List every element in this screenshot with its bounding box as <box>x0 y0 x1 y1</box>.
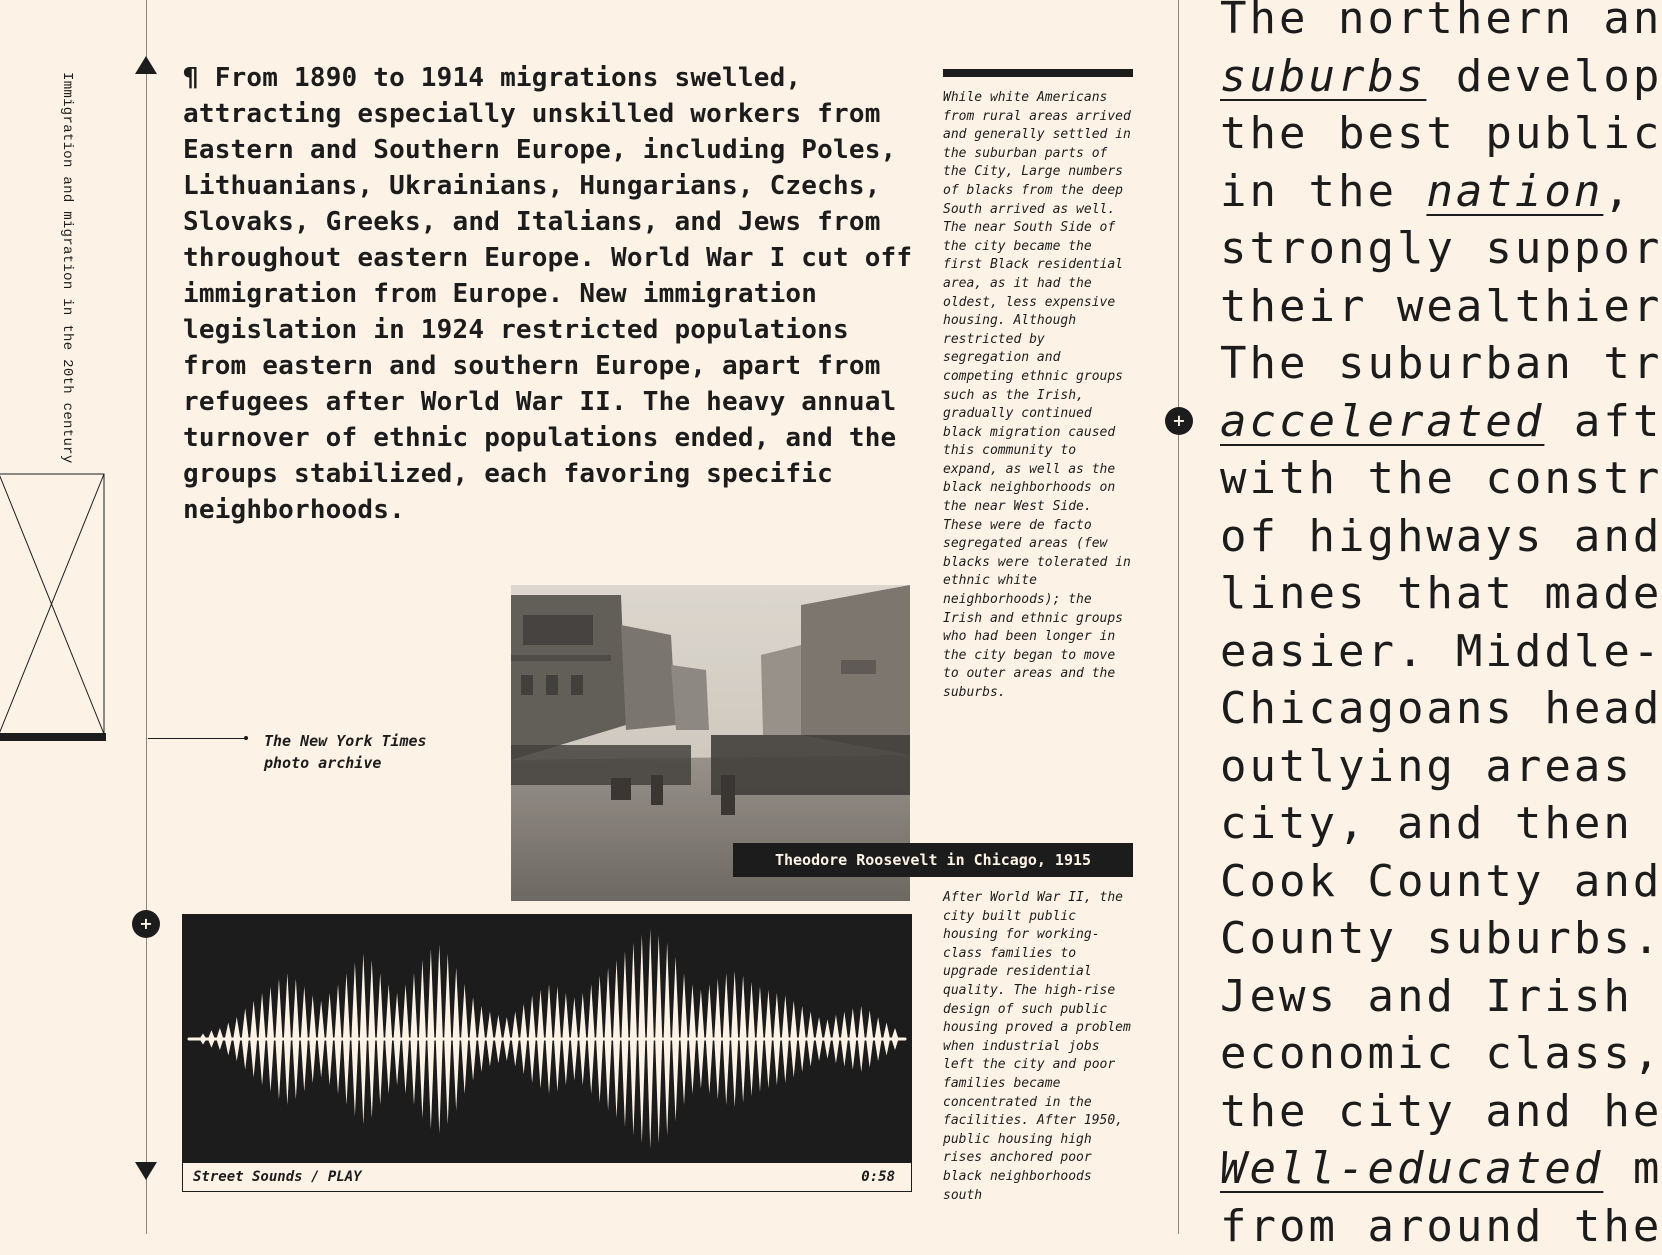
side-column-rule <box>943 69 1133 77</box>
waveform-bar <box>816 1017 823 1061</box>
line-text: easier. Middle- <box>1220 626 1662 677</box>
timeline-expand-icon[interactable]: + <box>132 910 160 938</box>
waveform-bar <box>436 944 443 1133</box>
large-text-line <box>1220 105 1662 163</box>
waveform-bar <box>740 975 747 1103</box>
waveform-bar <box>351 962 358 1116</box>
waveform-bar <box>250 1001 257 1078</box>
line-text: , <box>1603 166 1633 217</box>
line-text: The suburban tr <box>1220 338 1662 389</box>
waveform-bar <box>318 1001 325 1078</box>
line-text: m <box>1603 1143 1662 1194</box>
line-text: city, and then <box>1220 798 1633 849</box>
waveform-bar <box>301 986 308 1092</box>
waveform-bar <box>208 1030 215 1048</box>
waveform-bar <box>233 1017 240 1061</box>
waveform-bar <box>664 942 671 1136</box>
waveform-bar <box>866 1010 873 1067</box>
waveform-bar <box>275 979 282 1100</box>
waveform-bar <box>638 935 645 1144</box>
large-text-line <box>1220 508 1662 566</box>
large-text-line <box>1220 1025 1662 1083</box>
waveform-bar <box>394 993 401 1085</box>
waveform-bar <box>706 984 713 1094</box>
waveform-bar <box>529 995 536 1083</box>
photo-caption: Theodore Roosevelt in Chicago, 1915 <box>733 843 1133 877</box>
large-text-line <box>1220 623 1662 681</box>
large-text-line <box>1220 48 1662 106</box>
large-text-line <box>1220 968 1662 1026</box>
waveform-bar <box>385 984 392 1094</box>
play-label[interactable]: Street Sounds / PLAY <box>193 1164 362 1191</box>
waveform-bar <box>782 995 789 1083</box>
player-controls[interactable] <box>183 1164 911 1191</box>
scroll-up-icon[interactable] <box>135 56 157 74</box>
waveform-bar <box>554 986 561 1092</box>
waveform-bar <box>849 1008 856 1070</box>
large-text-line <box>1220 738 1662 796</box>
large-text-line <box>1220 220 1662 278</box>
waveform-bar <box>621 951 628 1127</box>
waveform-bar <box>495 1015 502 1063</box>
line-text: develop <box>1426 51 1662 102</box>
glossary-link[interactable]: accelerated <box>1220 396 1544 447</box>
waveform-bar <box>343 973 350 1105</box>
waveform-bar <box>545 984 552 1094</box>
column-divider <box>1178 0 1179 1234</box>
waveform-bar <box>756 986 763 1092</box>
large-text-line <box>1220 335 1662 393</box>
waveform-bar <box>824 1019 831 1059</box>
audio-player[interactable] <box>182 914 912 1192</box>
waveform-bar <box>410 973 417 1105</box>
waveform-bar <box>655 935 662 1144</box>
line-text: The northern an <box>1220 0 1662 44</box>
line-text: economic class, <box>1220 1028 1662 1079</box>
waveform-bar <box>832 1015 839 1063</box>
scroll-down-icon[interactable] <box>135 1162 157 1180</box>
waveform-bar <box>697 990 704 1089</box>
waveform-bar <box>858 1006 865 1072</box>
waveform-bar <box>596 975 603 1103</box>
glossary-link[interactable]: Well-educated <box>1220 1143 1603 1194</box>
waveform-bar <box>419 960 426 1118</box>
waveform-bar <box>605 968 612 1111</box>
waveform-bar <box>503 1017 510 1061</box>
lead-paragraph <box>183 60 913 528</box>
timeline-rail <box>146 0 147 1234</box>
waveform-bar <box>875 1017 882 1061</box>
waveform-bar <box>520 1004 527 1074</box>
waveform-bar <box>807 1012 814 1067</box>
credit-leader-dot <box>244 736 248 740</box>
waveform-bar <box>799 1006 806 1072</box>
waveform-bar <box>225 1023 232 1056</box>
line-text: Jews and Irish <box>1220 971 1633 1022</box>
side-note-bottom: After World War II, the city built public housing for working-class families to upgrade residential quality. The high-rise design of such public housing proved a problem when industrial jobs left the city and poor families became concentrated in the facilities. After 1950, public housing high rises anchored poor black neighborhoods south <box>943 889 1133 1205</box>
placeholder-underline <box>0 733 106 741</box>
waveform-bar <box>368 960 375 1118</box>
large-text-line <box>1220 0 1662 48</box>
waveform-bar <box>242 1008 249 1070</box>
waveform-bar <box>588 984 595 1094</box>
waveform-bar <box>672 957 679 1122</box>
large-text-line <box>1220 393 1662 451</box>
large-text-line <box>1220 565 1662 623</box>
large-text-line <box>1220 795 1662 853</box>
waveform-bar <box>562 993 569 1085</box>
line-text: County suburbs. <box>1220 913 1662 964</box>
waveform-bar <box>360 953 367 1125</box>
waveform-bar <box>512 1012 519 1067</box>
waveform-bar <box>630 942 637 1136</box>
waveform-bar <box>748 982 755 1096</box>
large-text-line <box>1220 680 1662 738</box>
play-time: 0:58 <box>861 1164 895 1191</box>
waveform-bar <box>714 979 721 1100</box>
waveform-bar <box>723 973 730 1105</box>
image-placeholder <box>0 473 105 735</box>
line-text: the best public <box>1220 108 1662 159</box>
line-text: Chicagoans head <box>1220 683 1662 734</box>
waveform-bar <box>486 1012 493 1067</box>
waveform-bar <box>647 929 654 1149</box>
line-text: of highways and <box>1220 511 1662 562</box>
large-text-line <box>1220 1140 1662 1198</box>
waveform-bar <box>309 995 316 1083</box>
waveform-bar <box>841 1012 848 1067</box>
pilcrow-icon: ¶ <box>183 63 199 93</box>
waveform-bar <box>259 993 266 1085</box>
line-text: lines that made <box>1220 568 1662 619</box>
waveform-bar <box>267 986 274 1092</box>
waveform-bar <box>334 984 341 1094</box>
waveform-bar <box>427 949 434 1129</box>
waveform-bar <box>765 990 772 1089</box>
waveform-bar <box>613 960 620 1118</box>
line-text: their wealthier <box>1220 281 1662 332</box>
waveform-bar <box>284 973 291 1105</box>
waveform-bar <box>461 984 468 1094</box>
line-text: Cook County and <box>1220 856 1662 907</box>
column-expand-icon[interactable]: + <box>1165 407 1193 435</box>
waveform-bar <box>773 993 780 1085</box>
waveform-bar <box>326 993 333 1085</box>
photo-credit: The New York Times photo archive <box>264 730 474 774</box>
lead-text: From 1890 to 1914 migrations swelled, attracting especially unskilled workers from Eastern and Southern Europe, including Poles, Lithuanians, Ukrainians, Hungarians, Czechs, Slovaks, Greeks, and Italians, and Jews from throughout eastern Europe. World War I cut off immigration from Europe. New immigration legislation in 1924 restricted populations from eastern and southern Europe, apart from refugees after World War II. The heavy annual turnover of ethnic populations ended, and the groups stabilized, each favoring specific neighborhoods. <box>183 63 912 525</box>
large-text-line <box>1220 910 1662 968</box>
line-text: from around the <box>1220 1201 1662 1252</box>
waveform-bar <box>292 979 299 1100</box>
waveform-bar <box>883 1023 890 1056</box>
waveform-bar <box>402 984 409 1094</box>
waveform-bar <box>731 971 738 1107</box>
waveform-bar <box>579 993 586 1085</box>
waveform-bar <box>680 973 687 1105</box>
line-text: with the constr <box>1220 453 1662 504</box>
glossary-link[interactable]: suburbs <box>1220 51 1426 102</box>
waveform-bar <box>891 1028 898 1050</box>
waveform-bar <box>470 997 477 1081</box>
line-text: the city and he <box>1220 1086 1662 1137</box>
glossary-link[interactable]: nation <box>1426 166 1603 217</box>
waveform-bar <box>216 1028 223 1050</box>
large-text-line <box>1220 853 1662 911</box>
large-text-line <box>1220 163 1662 221</box>
waveform-bar <box>689 984 696 1094</box>
section-vertical-title: Immigration and migration in the 20th century <box>56 72 77 464</box>
waveform-bar <box>444 953 451 1125</box>
large-text-line <box>1220 1083 1662 1141</box>
waveform-bar <box>537 990 544 1089</box>
large-text-line <box>1220 1198 1662 1255</box>
large-text-line <box>1220 278 1662 336</box>
waveform-bar <box>571 997 578 1081</box>
line-text: in the <box>1220 166 1426 217</box>
line-text: aft <box>1544 396 1662 447</box>
waveform[interactable] <box>183 915 911 1163</box>
side-note-top: While white Americans from rural areas arrived and generally settled in the suburban parts of the City, Large numbers of blacks from the deep South arrived as well. The near South Side of the city became the first Black residential area, as it had the oldest, less expensive housing. Although restricted by segregation and competing ethnic groups such as the Irish, gradually continued black migration caused this community to expand, as well as the black neighborhoods on the near West Side. These were de facto segregated areas (few blacks were tolerated in ethnic white neighborhoods); the Irish and ethnic groups who had been longer in the city began to move to outer areas and the suburbs. <box>943 89 1133 703</box>
line-text: outlying areas <box>1220 741 1633 792</box>
waveform-bar <box>453 968 460 1111</box>
waveform-bar <box>377 973 384 1105</box>
waveform-bar <box>478 1006 485 1072</box>
waveform-bar <box>199 1034 206 1045</box>
large-text-line <box>1220 450 1662 508</box>
large-article-text <box>1220 0 1662 1255</box>
credit-leader-line <box>148 738 248 739</box>
line-text: strongly suppor <box>1220 223 1662 274</box>
waveform-bar <box>790 1001 797 1078</box>
